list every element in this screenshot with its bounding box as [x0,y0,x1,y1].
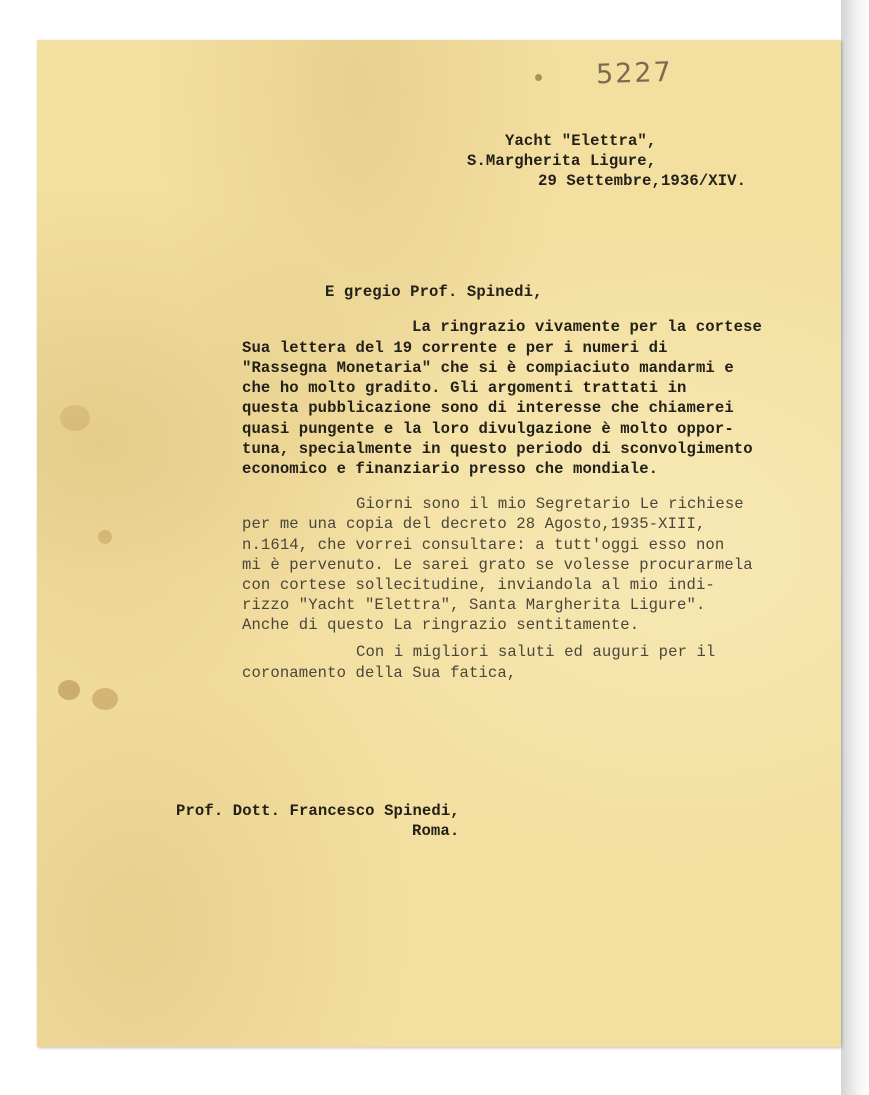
paragraph-1-line: economico e finanziario presso che mondiale. [242,460,659,478]
paragraph-1-line: quasi pungente e la loro divulgazione è molto oppor- [242,420,734,438]
paragraph-1-line: tuna, specialmente in questo periodo di sconvolgimento [242,440,753,458]
recipient-name: Prof. Dott. Francesco Spinedi, [176,802,460,820]
paragraph-1-line: questa pubblicazione sono di interesse che chiamerei [242,399,734,417]
salutation: E gregio Prof. Spinedi, [325,283,543,301]
header-line-2: S.Margherita Ligure, [467,152,657,170]
archive-number: 5227 [595,56,674,91]
paper-stain [98,530,112,544]
paragraph-2-line: Anche di questo La ringrazio sentitamente. [242,616,640,634]
paragraph-2-line: mi è pervenuto. Le sarei grato se volesse procurarmela [242,556,753,574]
paragraph-1-line: che ho molto gradito. Gli argomenti trattati in [242,379,687,397]
paragraph-2-line: rizzo "Yacht "Elettra", Santa Margherita Ligure". [242,596,706,614]
paragraph-1-line: La ringrazio vivamente per la cortese [412,318,762,336]
paragraph-2-line: per me una copia del decreto 28 Agosto,1935-XIII, [242,515,706,533]
paragraph-2-line: n.1614, che vorrei consultare: a tutt'oggi esso non [242,536,725,554]
paragraph-1-line: Sua lettera del 19 corrente e per i numeri di [242,339,668,357]
paragraph-1-line: "Rassegna Monetaria" che si è compiaciuto mandarmi e [242,359,734,377]
paper-stain [92,688,118,710]
paragraph-2-line: con cortese sollecitudine, inviandola al mio indi- [242,576,715,594]
paragraph-2-line: Giorni sono il mio Segretario Le richiese [356,495,744,513]
recipient-city: Roma. [412,822,460,840]
header-line-3: 29 Settembre,1936/XIV. [538,172,747,190]
scan-edge-shadow [841,0,869,1095]
punch-hole [535,74,542,81]
paper-stain [58,680,80,700]
paper-stain [60,405,90,431]
closing-line: coronamento della Sua fatica, [242,664,517,682]
closing-line: Con i migliori saluti ed auguri per il [356,643,716,661]
header-line-1: Yacht "Elettra", [505,132,657,150]
